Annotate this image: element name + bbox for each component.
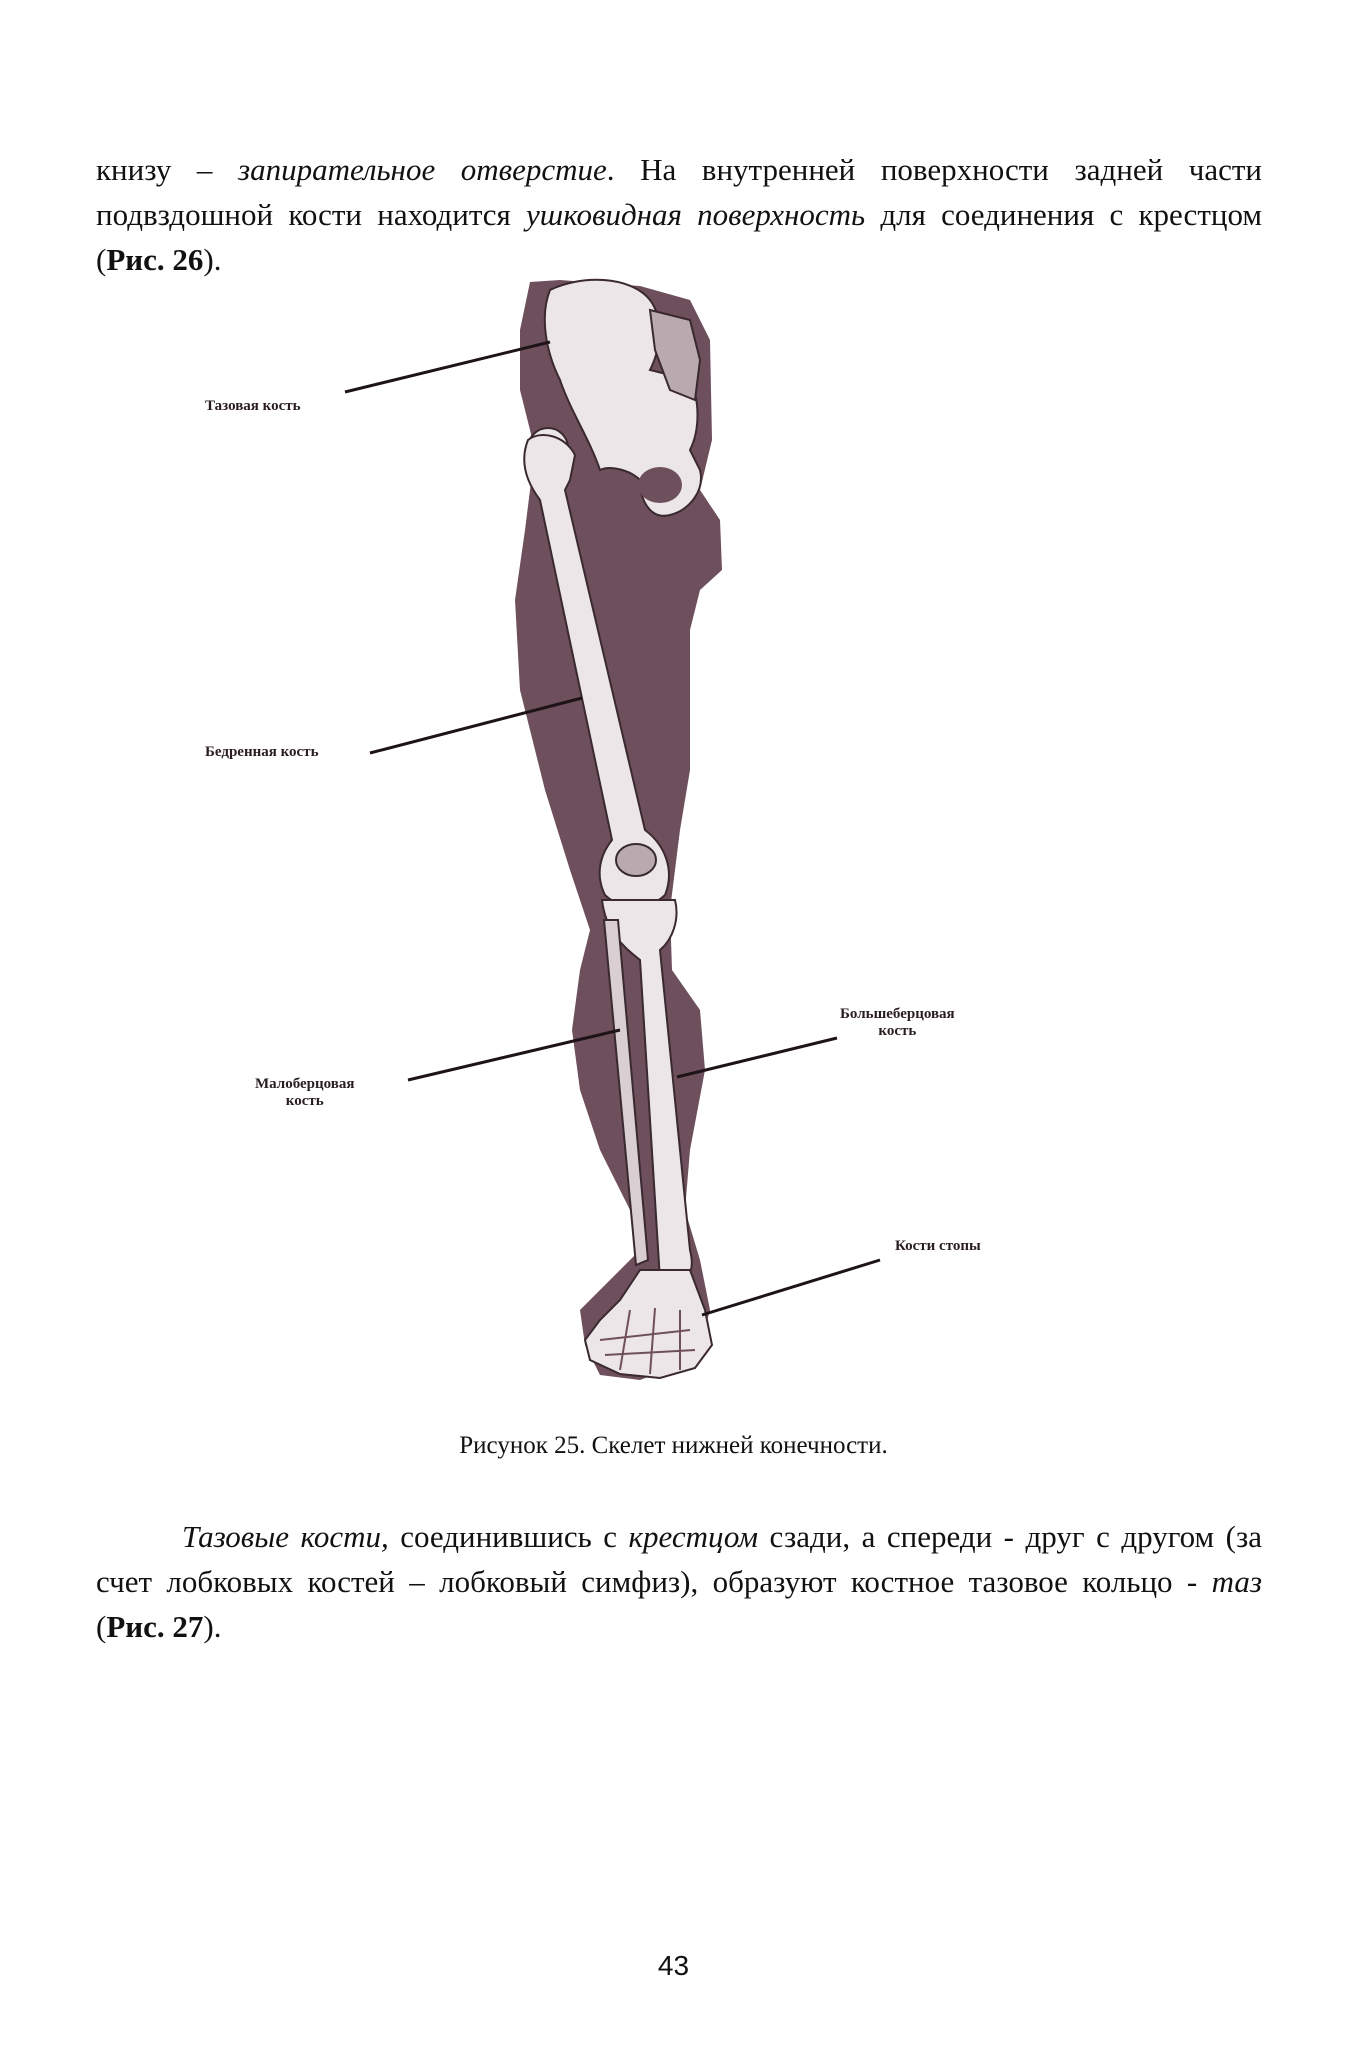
label-tibia xyxy=(840,1006,955,1040)
text-run: ( xyxy=(96,1609,107,1644)
text-run: соединившись с xyxy=(388,1519,629,1554)
patella-bone xyxy=(616,844,656,876)
label-fibula-line1: Малоберцовая xyxy=(255,1076,355,1092)
label-foot-bones: Кости стопы xyxy=(895,1238,981,1254)
figure-reference: Рис. 27 xyxy=(106,1609,204,1644)
term-italic: крестцом xyxy=(628,1519,758,1554)
skeleton-figure xyxy=(0,270,1347,1430)
figure-caption: Рисунок 25. Скелет нижней конечности. xyxy=(459,1432,888,1459)
leader-line-foot xyxy=(702,1260,880,1315)
page-number: 43 xyxy=(657,1950,690,1981)
label-tibia-line1: Большеберцовая xyxy=(840,1006,955,1022)
term-italic: таз xyxy=(1211,1564,1262,1599)
label-fibula xyxy=(255,1076,355,1110)
label-femur: Бедренная кость xyxy=(205,744,319,760)
paragraph-top xyxy=(96,147,1262,282)
figure-reference: Рис. 26 xyxy=(106,242,204,277)
obturator-foramen xyxy=(638,467,682,503)
leg-skeleton-illustration xyxy=(0,270,1347,1430)
label-fibula-line2: кость xyxy=(285,1093,324,1109)
label-pelvic-bone: Тазовая кость xyxy=(205,398,301,414)
text-run: ). xyxy=(203,1609,222,1644)
text-run: книзу – xyxy=(96,152,238,187)
leader-line-pelvic xyxy=(345,342,550,392)
paragraph-bottom xyxy=(96,1514,1262,1649)
text-run: для соединения с крестцом ( xyxy=(96,197,1262,277)
term-italic: ушковидная поверхность xyxy=(526,197,866,232)
label-tibia-line2: кость xyxy=(878,1023,917,1039)
text-run: сзади, а спереди - друг с другом (за счет лобковых костей – лобковый симфиз), образуют костное тазовое кольцо - xyxy=(96,1519,1262,1599)
term-italic: Тазовые кости, xyxy=(182,1519,389,1554)
text-run: ). xyxy=(203,242,222,277)
term-italic: запирательное отверстие xyxy=(237,152,607,187)
text-run: . На внутренней поверхности задней части подвздошной кости находится xyxy=(96,152,1262,232)
